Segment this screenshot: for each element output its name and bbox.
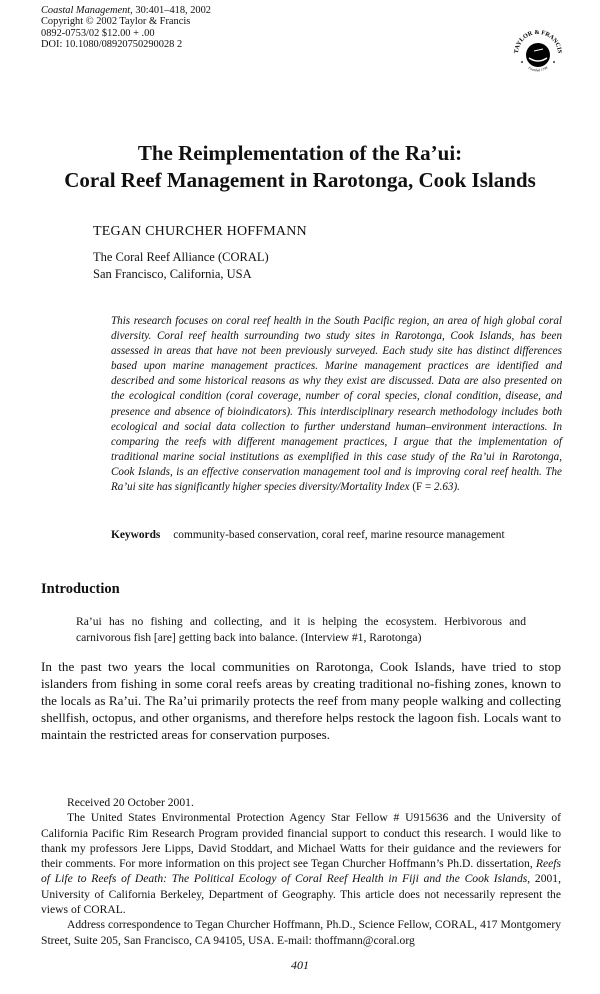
acknowledgments-text-end: , 2001, University of California Berkeley, Department of Geography. This article does not necessarily represent the views of CORAL. [41, 872, 561, 917]
abstract-stat-open: ( [412, 481, 417, 494]
article-title [0, 140, 600, 194]
received-date: Received 20 October 2001. [67, 796, 194, 809]
title-line-2: Coral Reef Management in Rarotonga, Cook Islands [64, 168, 536, 192]
abstract-stat-close: ). [453, 481, 460, 494]
keywords-value: community-based conservation, coral reef, marine resource management [173, 529, 505, 541]
dissertation-title: Reefs of Life to Reefs of Death: The Political Ecology of Coral Reef Health in Fiji and the Cook Islands [41, 857, 561, 886]
publisher-seal-icon [510, 24, 566, 80]
journal-name: Coastal Management, [41, 5, 133, 16]
acknowledgments [41, 810, 561, 917]
author-affiliation [93, 249, 269, 283]
abstract-stat-value: 2.63 [434, 481, 454, 494]
seal-founded-text: Founded 1798 [527, 65, 549, 73]
affiliation-location: San Francisco, California, USA [93, 267, 252, 281]
introduction-paragraph: In the past two years the local communities on Rarotonga, Cook Islands, have tried to stop islanders from fishing in some coral reefs areas by creating traditional no-fishing zones, known to the locals as Ra’ui. The Ra’ui primarily protects the reef from many people walking and collecting shellfish, octopus, and other organisms, and therefore helps restock the lagoon fish. Locals want to maintain the restricted areas for conservation purposes. [41, 659, 561, 742]
keywords-label: Keywords [111, 529, 161, 541]
affiliation-organization: The Coral Reef Alliance (CORAL) [93, 250, 269, 264]
seal-dot-right [553, 61, 555, 63]
seal-dot-left [521, 61, 523, 63]
footnotes [41, 795, 561, 948]
abstract-text: This research focuses on coral reef health in the South Pacific region, an area of high global coral diversity. Coral reef health surrounding two study sites in Rarotonga, Cook Islands, has been assessed in areas that have not been previously surveyed. Each study site has distinct differences based upon marine management practices. Marine management practices are identified and described and some historical reasons as why they exist are discussed. Data are also presented on the ecological condition (coral coverage, number of coral species, clonal condition, disease, and presence and absence of bioindicators). This interdisciplinary research methodology includes both ecological and social data collection to further understand human–environment interactions. In comparing the reefs with different management practices, I argue that the implementation of traditional marine social institutions as exemplified in this case study of the Ra’ui in Rarotonga, Cook Islands, is an effective conservation management tool and is improving coral reef health. The Ra’ui site has significantly higher species diversity/Mortality Index [111, 315, 562, 494]
author-name: TEGAN CHURCHER HOFFMANN [93, 224, 307, 239]
acknowledgments-text: The United States Environmental Protection Agency Star Fellow # U915636 and the University of California Pacific Rim Research Program provided financial support to conduct this research. I would like to thank my professors Jere Lipps, David Stoddart, and Michael Watts for their guidance and the reviewers for their comments. For more information on this project see Tegan Churcher Hoffmann’s Ph.D. dissertation, [41, 811, 561, 871]
journal-volume-pages: 30:401–418, 2002 [132, 5, 212, 16]
seal-disc [526, 43, 550, 67]
copyright-line: Copyright © 2002 Taylor & Francis [41, 16, 191, 28]
epigraph-quote: Ra’ui has no fishing and collecting, and it is helping the ecosystem. Herbivorous and carnivorous fish [are] getting back into balance. (Interview #1, Rarotonga) [76, 615, 526, 644]
abstract-stat-equals: = [422, 481, 435, 494]
publisher-seal-graphic [510, 24, 566, 80]
journal-meta [41, 5, 211, 50]
abstract-stat-variable: F [416, 481, 423, 494]
page-number: 401 [291, 958, 309, 972]
keywords [111, 529, 505, 541]
seal-arc-text: TAYLOR & FRANCIS [512, 28, 564, 54]
correspondence-address: Address correspondence to Tegan Churcher Hoffmann, Ph.D., Science Fellow, CORAL, 417 Montgomery Street, Suite 205, San Francisco, CA 94105, USA. E-mail: thoffmann@coral.org [41, 918, 561, 947]
issn-price-line: 0892-0753/02 $12.00 + .00 [41, 27, 155, 39]
abstract [111, 314, 562, 495]
journal-citation [41, 5, 211, 16]
doi-line: DOI: 10.1080/08920750290028 2 [41, 38, 183, 50]
title-line-1: The Reimplementation of the Ra’ui: [137, 141, 463, 165]
section-heading-introduction: Introduction [41, 581, 120, 597]
